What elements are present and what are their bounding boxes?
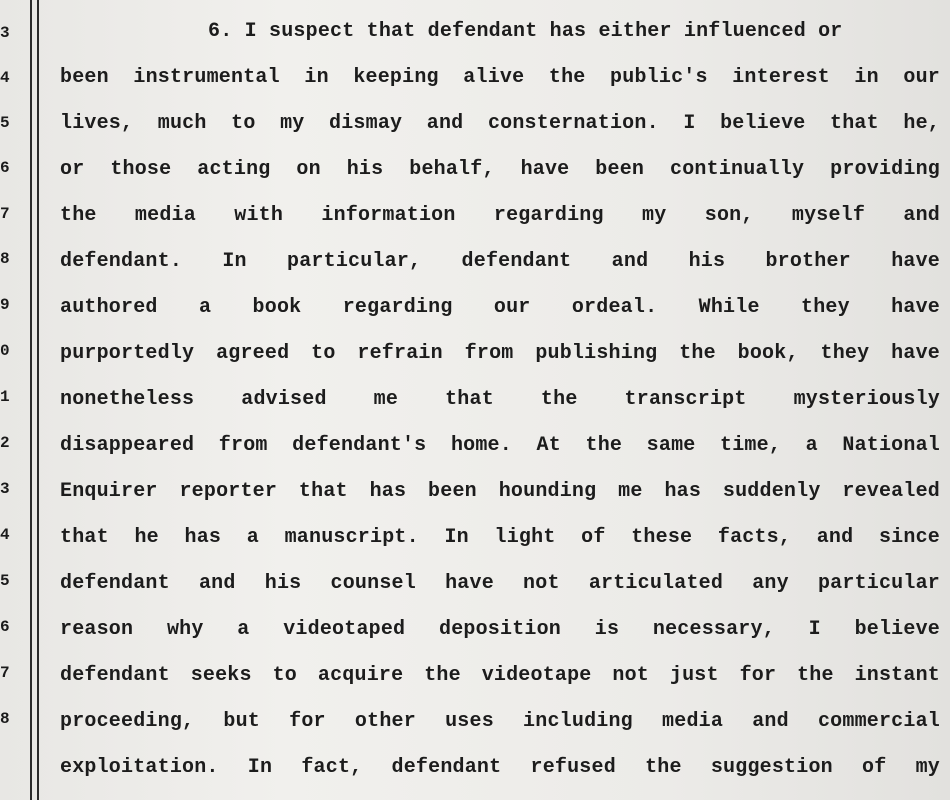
line-number: 9 [0,296,10,314]
margin-rule-line [37,0,39,800]
line-number: 7 [0,664,10,682]
margin-rule-line [30,0,32,800]
paragraph-line: authored a book regarding our ordeal. While they have [60,296,940,319]
paragraph-line: 6. I suspect that defendant has either influenced or [208,20,843,43]
paragraph-line: lives, much to my dismay and consternation. I believe that he, [60,112,940,135]
line-number: 2 [0,434,10,452]
paragraph-line: that he has a manuscript. In light of these facts, and since [60,526,940,549]
line-number: 0 [0,342,10,360]
paragraph-line: defendant. In particular, defendant and his brother have [60,250,940,273]
paragraph-line: defendant seeks to acquire the videotape not just for the instant [60,664,940,687]
line-number: 6 [0,159,10,177]
paragraph-line: defendant and his counsel have not articulated any particular [60,572,940,595]
paragraph-line: purportedly agreed to refrain from publishing the book, they have [60,342,940,365]
line-number: 6 [0,618,10,636]
paragraph-line: the media with information regarding my son, myself and [60,204,940,227]
line-number: 5 [0,114,10,132]
line-number: 5 [0,572,10,590]
line-number: 8 [0,710,10,728]
paragraph-line: disappeared from defendant's home. At the same time, a National [60,434,940,457]
line-number: 4 [0,69,10,87]
line-number: 4 [0,526,10,544]
paragraph-line: Enquirer reporter that has been hounding me has suddenly revealed [60,480,940,503]
paragraph-line: exploitation. In fact, defendant refused the suggestion of my [60,756,940,779]
line-number: 8 [0,250,10,268]
line-number: 3 [0,24,10,42]
line-number-margin [0,0,38,800]
paragraph-line: or those acting on his behalf, have been continually providing [60,158,940,181]
line-number: 1 [0,388,10,406]
line-number: 7 [0,205,10,223]
paragraph-line: been instrumental in keeping alive the public's interest in our [60,66,940,89]
paragraph-line: reason why a videotaped deposition is necessary, I believe [60,618,940,641]
line-number: 3 [0,480,10,498]
paragraph-line: proceeding, but for other uses including media and commercial [60,710,940,733]
paragraph [60,0,940,800]
paragraph-line: nonetheless advised me that the transcript mysteriously [60,388,940,411]
